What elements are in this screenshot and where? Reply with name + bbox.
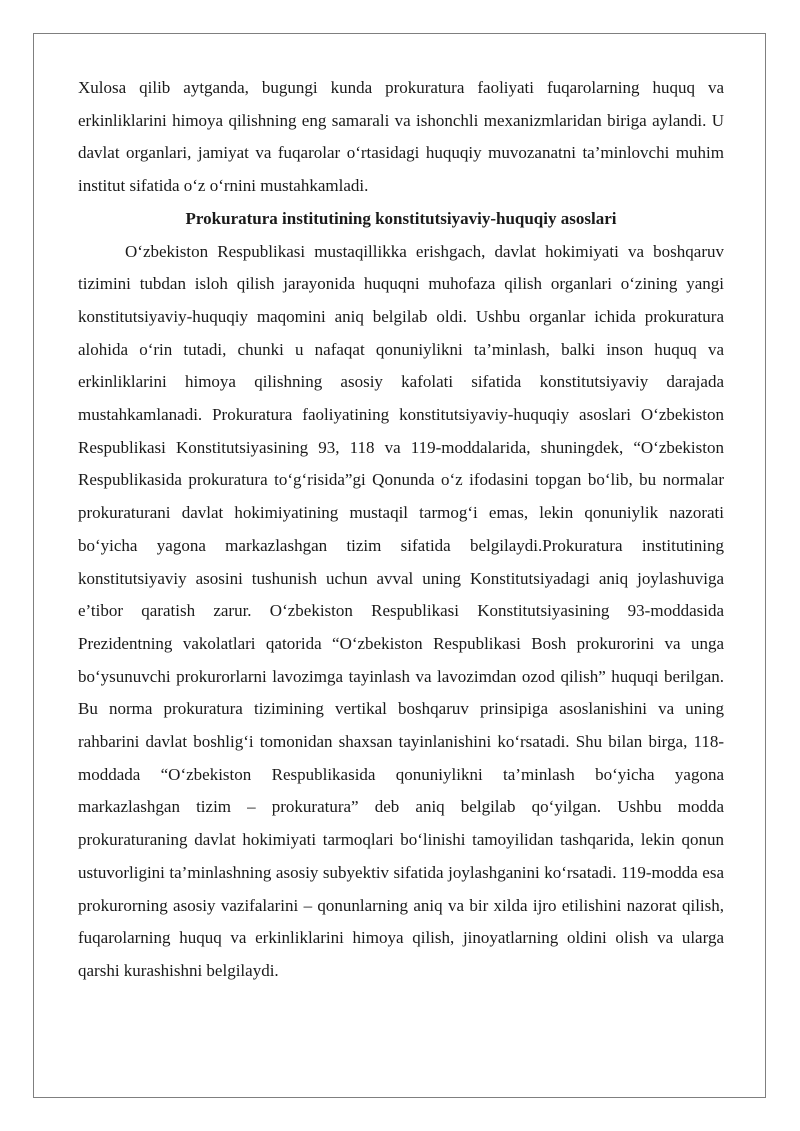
section-heading: Prokuratura institutining konstitutsiyaviy-huquqiy asoslari — [185, 208, 617, 228]
intro-paragraph: Xulosa qilib aytganda, bugungi kunda prokuratura faoliyati fuqarolarning huquq va erkinliklarini himoya qilishning eng samarali va ishonchli mexanizmlaridan biriga aylandi. U davlat organlari, jamiyat va fuqarolar o‘rtasidagi huquqiy muvozanatni ta’minlovchi muhim institut sifatida o‘z o‘rnini mustahkamladi. — [78, 78, 724, 196]
document-body — [78, 72, 724, 988]
body-paragraph: O‘zbekiston Respublikasi mustaqillikka erishgach, davlat hokimiyati va boshqaruv tizimini tubdan isloh qilish jarayonida huquqni muhofaza qilish organlari o‘zining yangi konstitutsiyaviy-huquqiy maqomini aniq belgilab oldi. Ushbu organlar ichida prokuratura alohida o‘rin tutadi, chunki u nafaqat qonuniylikni ta’minlash, balki inson huquq va erkinliklarini himoya qilishning asosiy kafolati sifatida konstitutsiyaviy darajada mustahkamlanadi. Prokuratura faoliyatining konstitutsiyaviy-huquqiy asoslari O‘zbekiston Respublikasi Konstitutsiyasining 93, 118 va 119-moddalarida, shuningdek, “O‘zbekiston Respublikasida prokuratura to‘g‘risida”gi Qonunda o‘z ifodasini topgan bo‘lib, bu normalar prokuraturani davlat hokimiyatining mustaqil tarmog‘i emas, lekin qonuniylik nazorati bo‘yicha yagona markazlashgan tizim sifatida belgilaydi.Prokuratura institutining konstitutsiyaviy asosini tushunish uchun avval uning Konstitutsiyadagi aniq joylashuviga e’tibor qaratish zarur. O‘zbekiston Respublikasi Konstitutsiyasining 93-moddasida Prezidentning vakolatlari qatorida “O‘zbekiston Respublikasi Bosh prokurorini va unga bo‘ysunuvchi prokurorlarni lavozimga tayinlash va lavozimdan ozod qilish” huquqi berilgan. Bu norma prokuratura tizimining vertikal boshqaruv prinsipiga asoslanishini va uning rahbarini davlat boshlig‘i tomonidan shaxsan tayinlanishini ko‘rsatadi. Shu bilan birga, 118-moddada “O‘zbekiston Respublikasida qonuniylikni ta’minlash bo‘yicha yagona markazlashgan tizim – prokuratura” deb aniq belgilab qo‘yilgan. Ushbu modda prokuraturaning davlat hokimiyati tarmoqlari bo‘linishi tamoyilidan tashqarida, lekin qonun ustuvorligini ta’minlashning asosiy subyektiv sifatida joylashganini ko‘rsatadi. 119-modda esa prokurorning asosiy vazifalarini – qonunlarning aniq va bir xilda ijro etilishini nazorat qilish, fuqarolarning huquq va erkinliklarini himoya qilish, jinoyatlarning oldini olish va ularga qarshi kurashishni belgilaydi. — [78, 241, 724, 980]
